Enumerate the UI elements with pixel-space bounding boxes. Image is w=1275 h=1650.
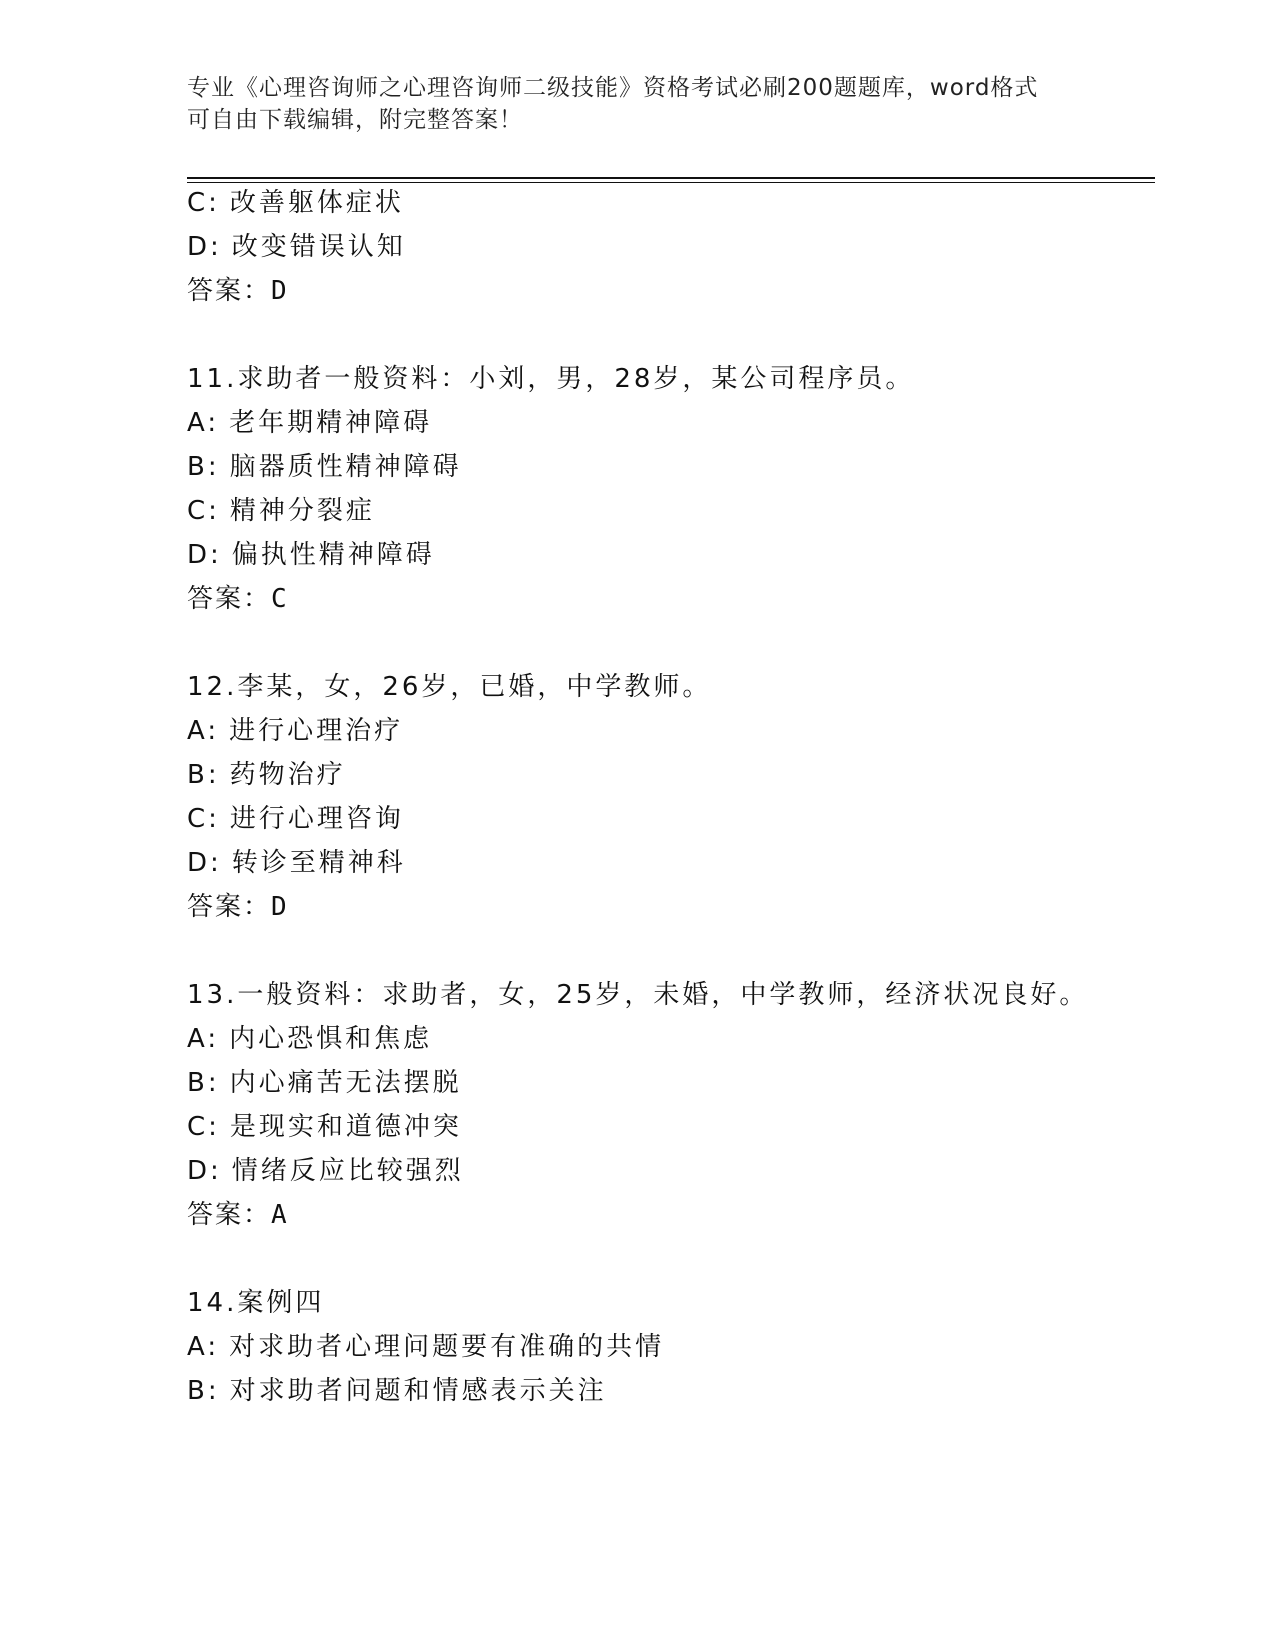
answer-line: 答案：D: [187, 276, 289, 306]
option-d: D: 改变错误认知: [187, 232, 406, 262]
header-rule-thin: [187, 182, 1155, 183]
header-line-2: 可自由下载编辑，附完整答案！: [187, 107, 523, 133]
question-stem: 11.求助者一般资料：小刘，男，28岁，某公司程序员。: [187, 364, 915, 394]
header-line-1: 专业《心理咨询师之心理咨询师二级技能》资格考试必刷200题题库，word格式: [187, 75, 1039, 101]
option-b: B: 脑器质性精神障碍: [187, 452, 462, 482]
question-stem: 13.一般资料：求助者，女，25岁，未婚，中学教师，经济状况良好。: [187, 980, 1089, 1010]
option-b: B: 药物治疗: [187, 760, 346, 790]
option-d: D: 转诊至精神科: [187, 848, 406, 878]
answer-line: 答案：A: [187, 1200, 289, 1230]
answer-value: C: [271, 584, 289, 614]
option-a: A: 内心恐惧和焦虑: [187, 1024, 433, 1054]
answer-value: D: [271, 892, 289, 922]
option-a: A: 进行心理治疗: [187, 716, 404, 746]
answer-line: 答案：C: [187, 584, 289, 614]
option-c: C: 精神分裂症: [187, 496, 375, 526]
option-b: B: 内心痛苦无法摆脱: [187, 1068, 462, 1098]
option-c: C: 是现实和道德冲突: [187, 1112, 462, 1142]
option-a: A: 对求助者心理问题要有准确的共情: [187, 1332, 665, 1362]
option-a: A: 老年期精神障碍: [187, 408, 433, 438]
question-stem: 14.案例四: [187, 1288, 325, 1318]
answer-value: D: [271, 276, 289, 306]
question-stem: 12.李某，女，26岁，已婚，中学教师。: [187, 672, 712, 702]
option-d: D: 情绪反应比较强烈: [187, 1156, 464, 1186]
option-d: D: 偏执性精神障碍: [187, 540, 435, 570]
answer-line: 答案：D: [187, 892, 289, 922]
document-header: [187, 72, 1087, 136]
answer-value: A: [271, 1200, 289, 1230]
option-c: C: 进行心理咨询: [187, 804, 404, 834]
option-b: B: 对求助者问题和情感表示关注: [187, 1376, 607, 1406]
option-c: C: 改善躯体症状: [187, 188, 404, 218]
header-rule-thick: [187, 177, 1155, 179]
